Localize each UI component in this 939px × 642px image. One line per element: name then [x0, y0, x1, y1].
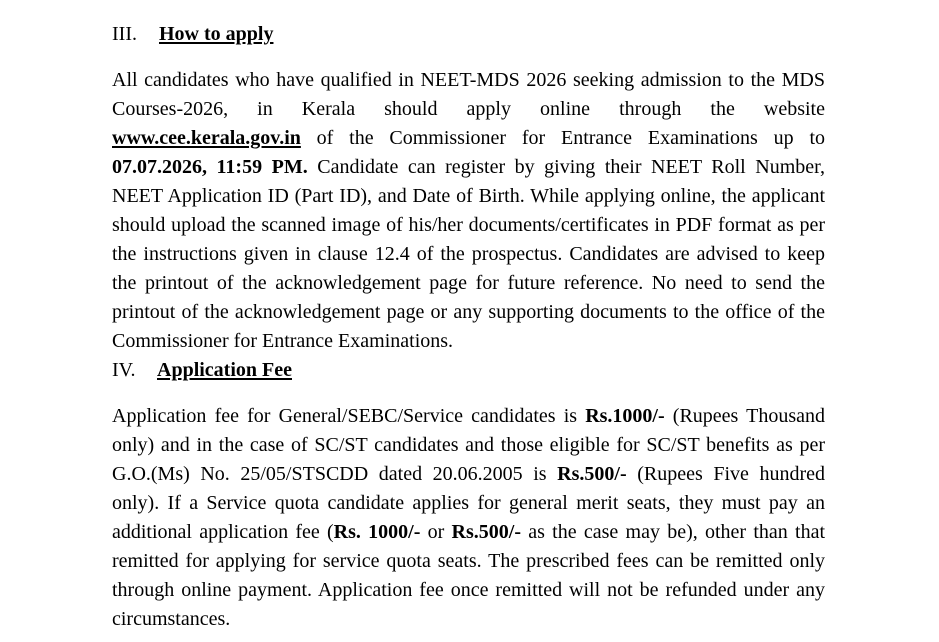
- text-run: of the Commissioner for Entrance Examinations up to: [300, 127, 825, 149]
- section-number: III.: [112, 23, 137, 45]
- fee-scst-text: Rs.500/-: [557, 463, 627, 485]
- fee-general-text: Rs.1000/-: [585, 405, 665, 427]
- text-run: as the case may be), other than that remitted for applying for service quota seats. The prescribed fees can be remitted only through online payment. Application fee once remitted will not be refunded under any circumstances.: [112, 521, 825, 630]
- text-run: (Rupees Five hundred only). If a Service quota candidate applies for general merit seats, they must pay an additional application fee (: [112, 463, 826, 543]
- section-number: IV.: [112, 359, 136, 381]
- text-run: Candidate can register by giving their NEET Roll Number, NEET Application ID (Part ID), and Date of Birth. While applying online, the applicant should upload the scanned image of his/her documents/certificates in PDF format as per the instructions given in clause 12.4 of the prospectus. Candidates are advised to keep the printout of the acknowledgement page for future reference. No need to send the printout of the acknowledgement page or any supporting documents to the office of the Commissioner for Entrance Examinations.: [112, 156, 825, 352]
- application-fee-paragraph: [112, 402, 825, 634]
- text-run: or: [420, 521, 452, 543]
- text-run: (Rupees Thousand only) and in the case of SC/ST candidates and those eligible for SC/ST benefits as per G.O.(Ms) No. 25/05/STSCDD dated 20.06.2005 is: [112, 405, 825, 485]
- section-heading-application-fee: [112, 356, 292, 384]
- text-run: Application fee for General/SEBC/Service candidates is: [112, 405, 586, 427]
- section-title: How to apply: [159, 23, 274, 45]
- fee-additional-500-text: Rs.500/-: [451, 521, 521, 543]
- fee-additional-1000-text: Rs. 1000/-: [333, 521, 421, 543]
- website-link[interactable]: www.cee.kerala.gov.in: [112, 127, 301, 149]
- how-to-apply-paragraph: [112, 66, 825, 356]
- section-title: Application Fee: [157, 359, 292, 381]
- section-heading-how-to-apply: [112, 20, 273, 48]
- text-run: All candidates who have qualified in NEET-MDS 2026 seeking admission to the MDS Courses-2026, in Kerala should apply online through the website: [112, 69, 825, 120]
- deadline-text: 07.07.2026, 11:59 PM.: [112, 156, 308, 178]
